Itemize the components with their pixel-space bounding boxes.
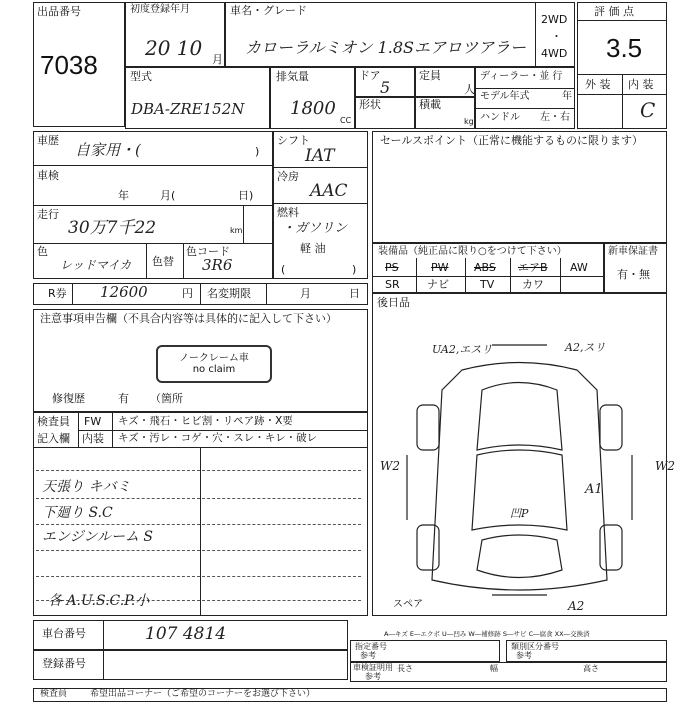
lot-number: 7038 — [40, 50, 98, 80]
width-label: 幅 — [490, 664, 498, 673]
cert-sub: 参考 — [365, 672, 381, 681]
diag-note-top-left: UA2,エスリ — [432, 343, 493, 356]
mileage-bottom — [33, 243, 273, 244]
handle-options: 左・右 — [540, 112, 570, 123]
inspection-divider — [33, 205, 273, 206]
equip-ps: PS — [385, 261, 399, 274]
equip-col-2 — [465, 258, 466, 293]
history-value: 自家用・( — [75, 141, 141, 159]
note-line-2 — [36, 498, 361, 499]
interior-label: 内 装 — [628, 78, 654, 91]
chassis-value: 107 4814 — [145, 624, 227, 644]
score-label: 評 価 点 — [594, 5, 634, 18]
equip-row-divider — [372, 276, 604, 277]
score-value: 3.5 — [606, 33, 643, 63]
no-claim-stamp — [156, 345, 272, 383]
color-divider — [146, 243, 147, 279]
chassis-divider — [103, 620, 104, 650]
cert-label: 車検証明用 — [353, 663, 393, 672]
recycle-value: 12600 — [100, 283, 148, 301]
drive-dot: ・ — [551, 30, 562, 43]
score-divider — [577, 20, 667, 21]
equip-tv: TV — [480, 278, 495, 291]
first-reg-label: 初度登録年月 — [130, 4, 190, 15]
ac-value: AAC — [310, 181, 348, 201]
no-claim-line2: no claim — [192, 364, 236, 375]
equip-col-1 — [416, 258, 417, 293]
history-close: ) — [255, 145, 260, 158]
legend-text: A―キズ E―エクボ U―凹み W―補修跡 S―サビ C―腐食 XX―交換済 — [384, 630, 590, 638]
diagram-label: 後日品 — [377, 296, 410, 309]
handle-label: ハンドル — [480, 112, 520, 123]
recycle-divider-b — [200, 283, 201, 305]
dealer-label: ディーラー・並 行 — [480, 71, 563, 82]
footer-text: 希望出品コーナー（ご希望のコーナーをお選び下さい） — [90, 689, 316, 699]
footer-label: 検査員 — [40, 689, 68, 699]
equip-leather: カワ — [522, 278, 544, 291]
type-label: 類別区分番号 — [511, 642, 559, 651]
note-line-1 — [36, 470, 361, 471]
car-diagram-icon — [372, 330, 667, 613]
inspection-day: 日) — [238, 189, 254, 202]
notes-label: 注意事項申告欄（不具合内容等は具体的に記入して下さい） — [40, 312, 337, 325]
inspector-interior: 内装 — [82, 432, 104, 445]
color-code-value: 3R6 — [202, 256, 233, 274]
diag-note-bottom: A2 — [568, 599, 585, 613]
repair-label: 修復歴 — [52, 392, 85, 405]
inspector-note-4: 各 A.U.S.C.P.小 — [48, 593, 150, 609]
mileage-label: 走行 — [37, 208, 59, 221]
repair-value: 有 — [118, 392, 129, 405]
name-grade-value: カローラルミオン 1.8Sエアロツアラー — [245, 38, 527, 57]
drive-divider — [535, 2, 536, 67]
load-label: 積載 — [419, 98, 441, 111]
equip-col-3 — [510, 258, 511, 293]
history-divider — [33, 165, 273, 166]
displacement-unit: CC — [340, 116, 352, 125]
displacement-value: 1800 — [290, 98, 336, 119]
recycle-divider-a — [72, 283, 73, 305]
inspector-interior-items: キズ・汚レ・コゲ・穴・スレ・キレ・破レ — [118, 432, 318, 444]
color-code-divider — [183, 243, 184, 279]
reg-divider — [103, 650, 104, 680]
drive-2wd: 2WD — [541, 13, 568, 26]
equip-aw: AW — [570, 261, 588, 274]
diag-note-mid-right: A1 — [585, 482, 603, 497]
inspector-fw: FW — [84, 415, 102, 428]
reg-label: 登録番号 — [42, 657, 86, 670]
doors-value: 5 — [380, 78, 391, 97]
model-year-label: モデル年式 — [480, 91, 530, 102]
inspection-month: 月( — [160, 189, 176, 202]
recycle-unit: 円 — [182, 287, 193, 300]
dealer-line-1 — [475, 88, 575, 89]
inspector-notes-divider — [200, 448, 201, 616]
fuel-paren-close: ) — [352, 263, 357, 276]
ac-divider — [273, 203, 368, 204]
model-value: DBA-ZRE152N — [131, 100, 245, 118]
inspector-label-2: 記入欄 — [37, 432, 70, 445]
shift-divider — [273, 167, 368, 168]
repair-place: （箇所 — [150, 392, 183, 405]
chassis-label: 車台番号 — [42, 627, 86, 640]
inspection-label: 車検 — [37, 169, 59, 182]
equipment-label: 装備品（純正品に限り○をつけて下さい） — [378, 246, 567, 257]
name-change-label: 名変期限 — [207, 287, 251, 300]
name-change-month: 月 — [300, 287, 311, 300]
inspector-note-2: 下廻り S.C — [42, 505, 113, 521]
first-reg-value: 20 10 — [145, 36, 203, 60]
note-line-3 — [36, 524, 361, 525]
doors-label: ドア — [359, 69, 381, 82]
inspector-divider-b — [112, 412, 113, 448]
spec-sub: 参考 — [360, 651, 376, 660]
inspector-row-divider — [78, 430, 368, 431]
sales-cell — [372, 131, 667, 243]
recycle-divider-c — [266, 283, 267, 305]
equip-sr: SR — [385, 278, 400, 291]
model-year-unit: 年 — [562, 91, 572, 102]
equip-col-4 — [560, 258, 561, 293]
equip-abs: ABS — [474, 261, 496, 274]
color-change-label: 色替 — [152, 255, 174, 268]
load-unit: kg — [464, 117, 474, 126]
inspection-year: 年 — [118, 189, 129, 202]
interior-value: C — [640, 98, 656, 122]
color-code-label: 色コード — [186, 245, 230, 258]
fuel-label: 燃料 — [277, 206, 299, 219]
diag-note-top-right: A2,スリ — [565, 341, 606, 354]
note-line-4 — [36, 550, 361, 551]
recycle-label: R券 — [48, 287, 67, 300]
shape-label: 形状 — [359, 98, 381, 111]
capacity-label: 定員 — [419, 69, 441, 82]
color-label: 色 — [37, 245, 48, 258]
ac-label: 冷房 — [277, 170, 299, 183]
name-change-day: 日 — [349, 287, 360, 300]
mileage-divider — [243, 205, 244, 243]
shift-value: IAT — [305, 146, 335, 166]
first-reg-unit: 月 — [212, 53, 223, 66]
note-line-5 — [36, 576, 361, 577]
name-grade-label: 車名・グレード — [230, 4, 307, 17]
inspector-label-1: 検査員 — [37, 415, 70, 428]
length-label: 長さ — [397, 664, 413, 673]
diag-note-left: W2 — [380, 459, 400, 473]
ext-int-hline — [577, 94, 667, 95]
dealer-line-2 — [475, 108, 575, 109]
height-label: 高さ — [583, 664, 599, 673]
diag-note-center: 凹P — [510, 507, 529, 520]
fuel-paren-open: ( — [281, 263, 286, 276]
inspector-note-1: 天張り キバミ — [42, 479, 131, 495]
warranty-label: 新車保証書 — [608, 246, 658, 257]
diag-note-spare: スペア — [393, 599, 423, 610]
fuel-value: ・ガソリン — [282, 221, 348, 236]
fuel-options: 軽 油 — [300, 242, 326, 255]
model-label: 型式 — [130, 70, 152, 83]
history-label: 車歴 — [37, 134, 59, 147]
equip-pw: PW — [431, 261, 449, 274]
no-claim-line1: ノークレーム車 — [179, 353, 249, 364]
equip-airbag: エアB — [518, 261, 548, 274]
shift-label: シフト — [277, 134, 310, 147]
sales-label: セールスポイント（正常に機能するものに限ります） — [380, 134, 644, 147]
displacement-label: 排気量 — [276, 70, 309, 83]
lot-label: 出品番号 — [37, 5, 81, 18]
inspector-fw-items: キズ・飛石・ヒビ割・リペア跡・X要 — [118, 415, 293, 427]
mileage-value: 30万7千22 — [68, 218, 157, 238]
spec-label: 指定番号 — [355, 642, 387, 651]
diag-note-right: W2 — [655, 459, 675, 473]
inspector-note-3: エンジンルーム S — [42, 529, 153, 545]
capacity-unit: 人 — [464, 83, 475, 96]
drive-4wd: 4WD — [541, 47, 568, 60]
exterior-label: 外 装 — [585, 78, 611, 91]
color-value: レッドマイカ — [60, 258, 132, 272]
warranty-value: 有・無 — [617, 268, 650, 281]
mileage-unit: km — [230, 226, 243, 235]
equip-navi: ナビ — [427, 278, 449, 291]
ext-int-divider — [622, 74, 623, 129]
type-sub: 参考 — [516, 651, 532, 660]
